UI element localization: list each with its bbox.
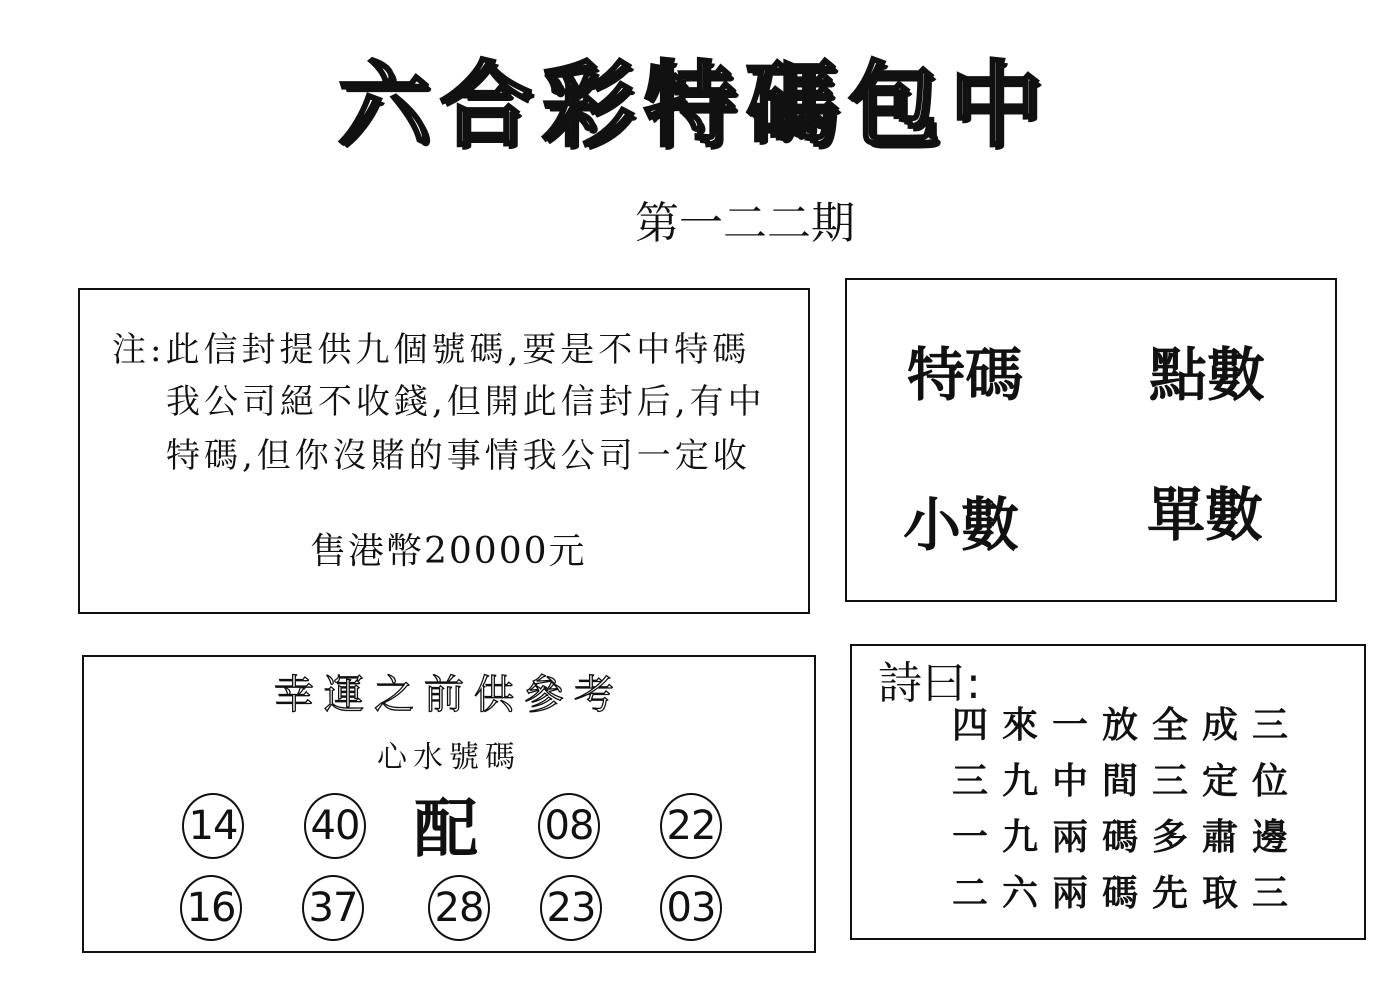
price-label: 售港幣20000元: [310, 531, 587, 572]
number-circle: 23: [540, 875, 602, 941]
notice-line-2: 我公司絕不收錢,但開此信封后,有中: [166, 382, 766, 422]
poem-line-4: 二六兩碼先取三: [952, 872, 1303, 914]
poem-line-2: 三九中間三定位: [952, 760, 1303, 802]
lucky-title: 幸運之前供參考: [274, 672, 624, 718]
poem-line-1: 四來一放全成三: [952, 704, 1303, 746]
pair-character: 配: [414, 792, 478, 867]
notice-box: [78, 288, 810, 614]
type-box: [845, 278, 1337, 602]
notice-line-1: 注:此信封提供九個號碼,要是不中特碼: [112, 330, 751, 370]
number-circle: 08: [538, 793, 600, 859]
number-circle: 03: [660, 875, 722, 941]
poem-line-3: 一九兩碼多肅邊: [952, 816, 1303, 858]
issue-number: 第一二二期: [635, 198, 855, 249]
number-circle: 16: [180, 875, 242, 941]
lucky-subtitle: 心水號碼: [377, 740, 521, 775]
number-circle: 22: [660, 793, 722, 859]
number-circle: 28: [428, 875, 490, 941]
type-points: 點數: [1149, 341, 1266, 409]
lucky-numbers-box: [82, 655, 816, 953]
page-title: 六合彩特碼包中: [337, 51, 1052, 159]
number-circle: 40: [304, 793, 366, 859]
type-small: 小數: [903, 491, 1020, 559]
poem-box: [850, 644, 1366, 940]
number-circle: 37: [302, 875, 364, 941]
type-special-code: 特碼: [907, 341, 1024, 409]
notice-line-3: 特碼,但你沒賭的事情我公司一定收: [166, 436, 751, 476]
number-circle: 14: [182, 793, 244, 859]
poem-label: 詩曰:: [878, 658, 981, 709]
type-odd: 單數: [1147, 481, 1264, 549]
